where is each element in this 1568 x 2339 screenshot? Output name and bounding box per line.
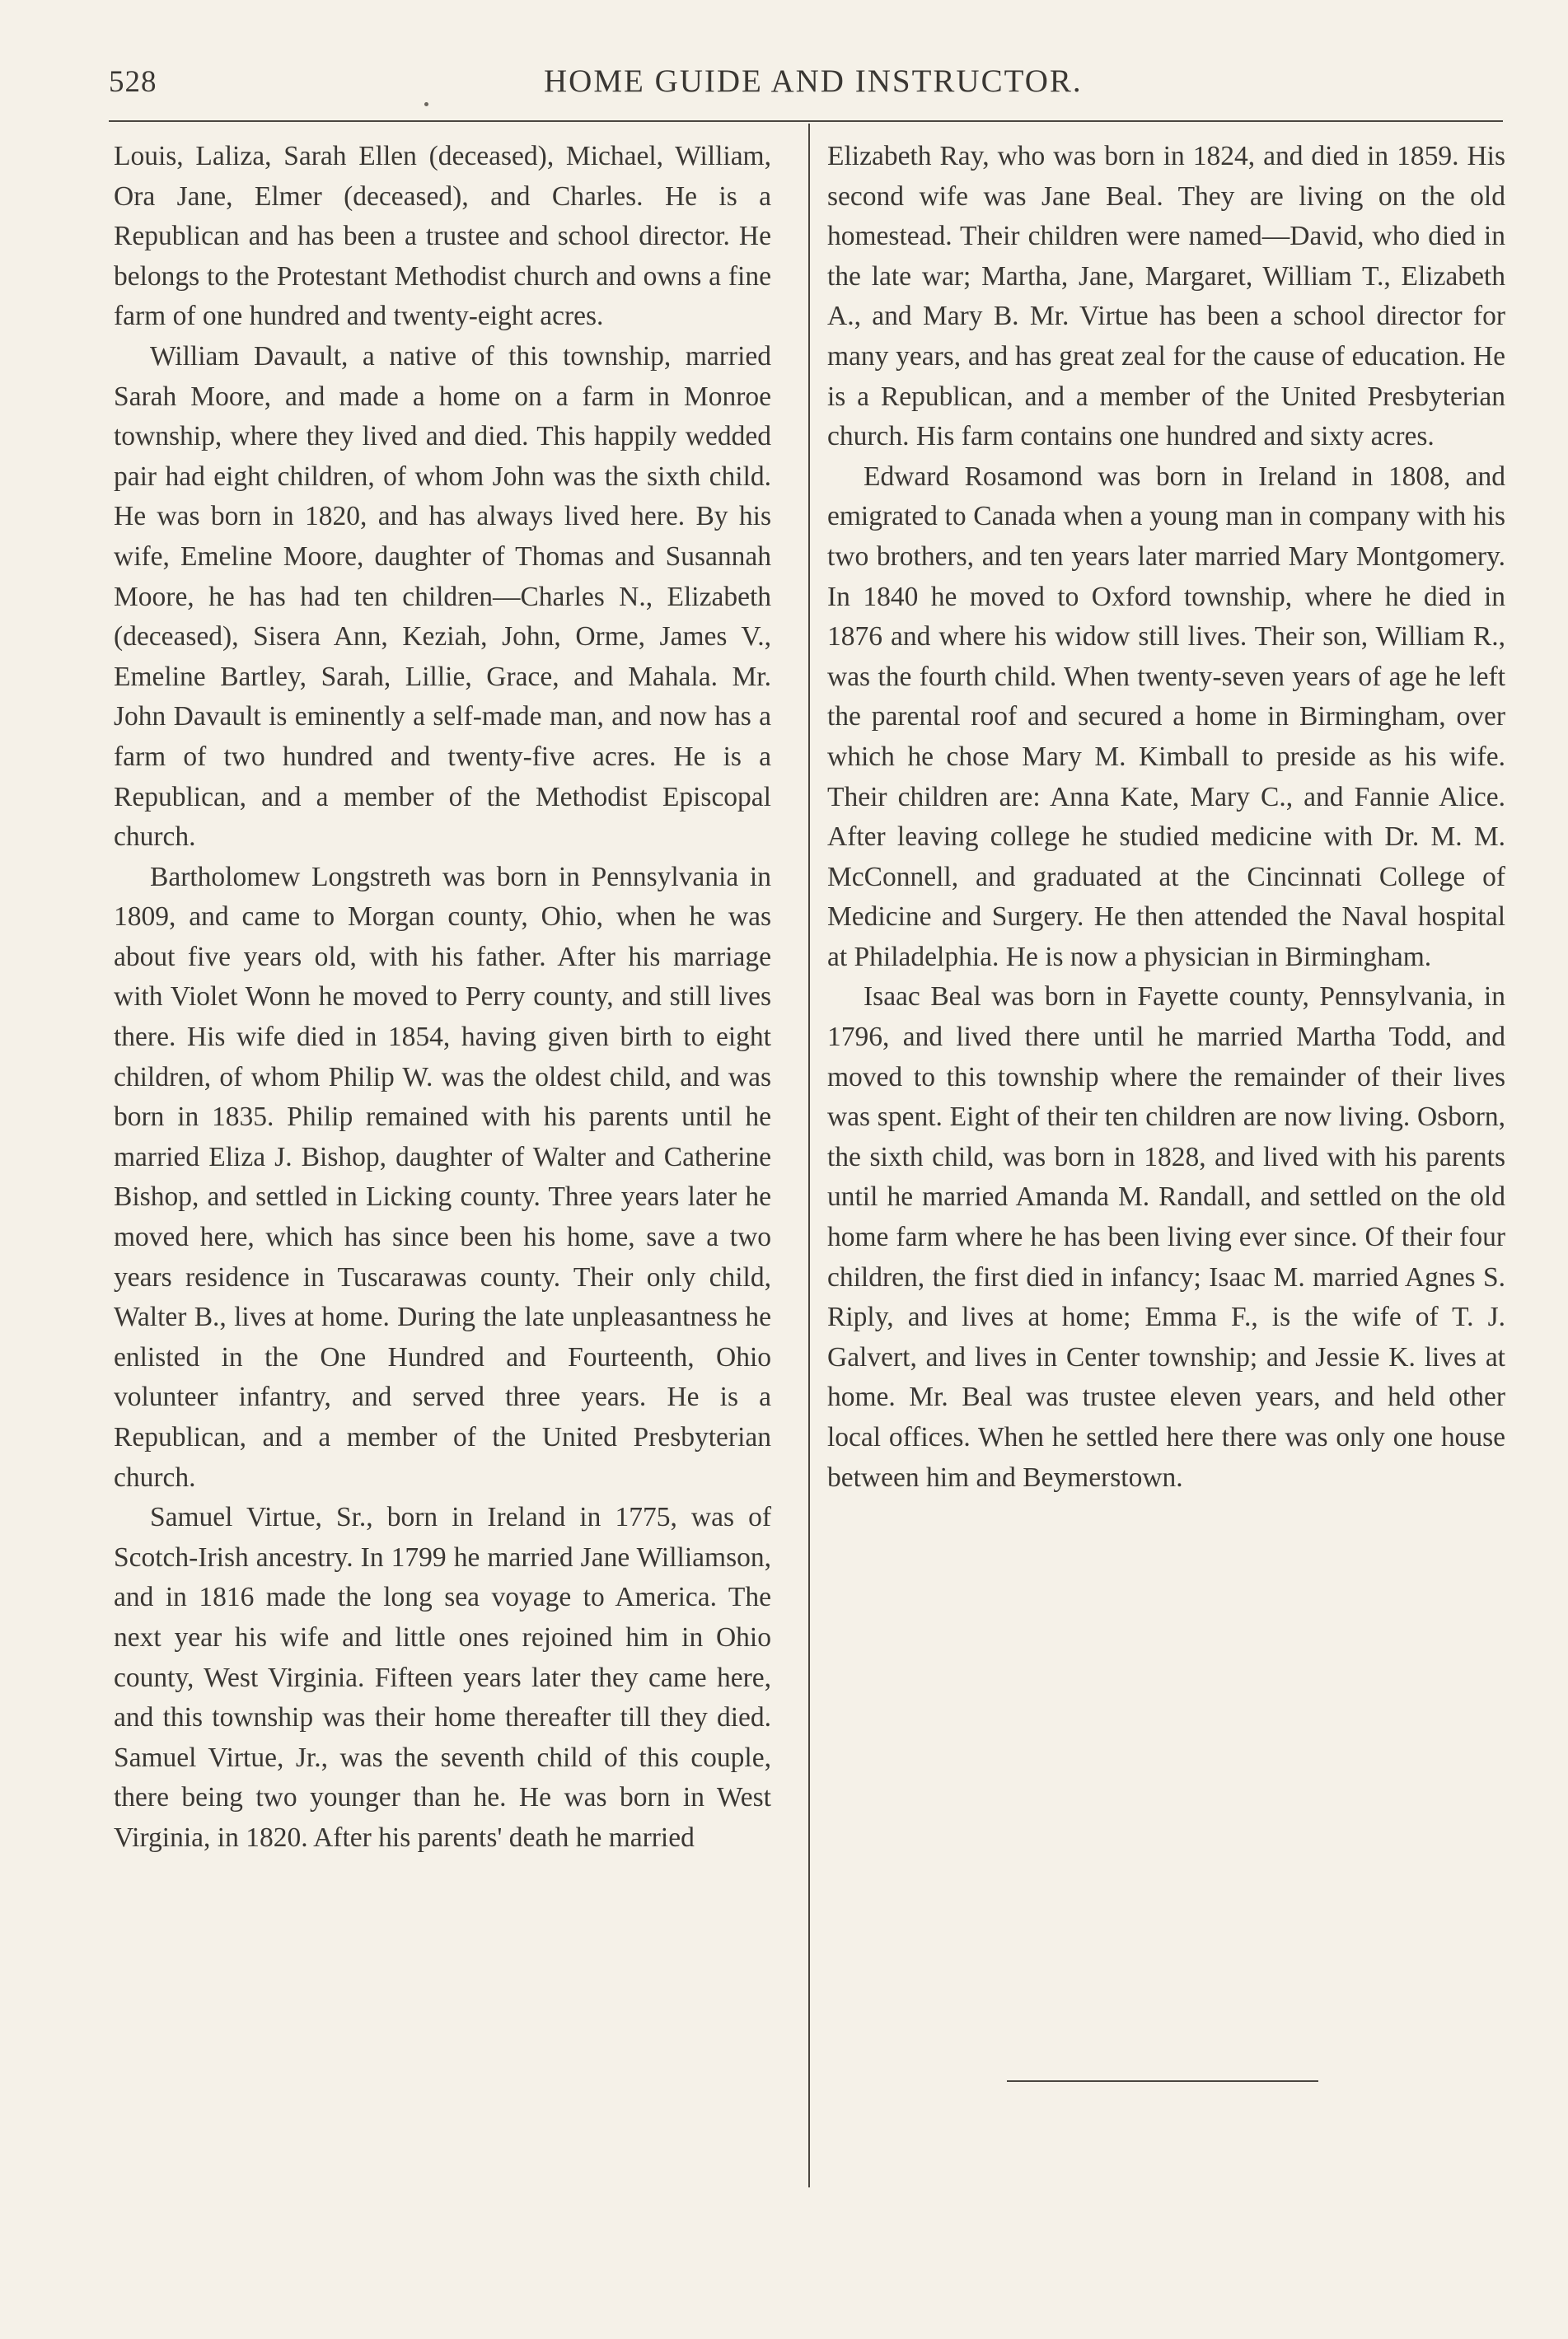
paragraph: Bartholomew Longstreth was born in Pennsylvania in 1809, and came to Morgan county, Ohio, when he was about five years old, with his father. After his marriage with Violet Wonn he moved to Perry county, and still lives there. His wife died in 1854, having given birth to eight children, of whom Philip W. was the oldest child, and was born in 1835. Philip remained with his parents until he married Eliza J. Bishop, daughter of Walter and Catherine Bishop, and settled in Licking county. Three years later he moved here, which has since been his home, save a two years residence in Tuscarawas county. Their only child, Walter B., lives at home. During the late unpleasantness he enlisted in the One Hundred and Fourteenth, Ohio volunteer infantry, and served three years. He is a Republican, and a member of the United Presbyterian church. [114, 861, 771, 1493]
right-column [827, 137, 1505, 1498]
column-divider [808, 124, 810, 2187]
paragraph: William Davault, a native of this township, married Sarah Moore, and made a home on a farm in Monroe township, where they lived and died. This happily wedded pair had eight children, of whom John was the sixth child. He was born in 1820, and has always lived here. By his wife, Emeline Moore, daughter of Thomas and Susannah Moore, he has had ten children—Charles N., Elizabeth (deceased), Sisera Ann, Keziah, John, Orme, James V., Emeline Bartley, Sarah, Lillie, Grace, and Mahala. Mr. John Davault is eminently a self-made man, and now has a farm of two hundred and twenty-five acres. He is a Republican, and a member of the Methodist Episcopal church. [114, 340, 771, 853]
header-ornament-dot [424, 102, 428, 106]
page-number: 528 [109, 65, 157, 99]
left-column [114, 137, 771, 1859]
running-head-title: HOME GUIDE AND INSTRUCTOR. [544, 63, 1083, 99]
header-rule [109, 120, 1503, 122]
section-end-rule [1007, 2080, 1318, 2082]
paragraph: Edward Rosamond was born in Ireland in 1808, and emigrated to Canada when a young man in company with his two brothers, and ten years later married Mary Montgomery. In 1840 he moved to Oxford township, where he died in 1876 and where his widow still lives. Their son, William R., was the fourth child. When twenty-seven years of age he left the parental roof and secured a home in Birmingham, over which he chose Mary M. Kimball to preside as his wife. Their children are: Anna Kate, Mary C., and Fannie Alice. After leaving college he studied medicine with Dr. M. M. McConnell, and graduated at the Cincinnati College of Medicine and Surgery. He then attended the Naval hospital at Philadelphia. He is now a physician in Birmingham. [827, 461, 1505, 972]
paragraph: Isaac Beal was born in Fayette county, Pennsylvania, in 1796, and lived there until he married Martha Todd, and moved to this township where the remainder of their lives was spent. Eight of their ten children are now living. Osborn, the sixth child, was born in 1828, and lived with his parents until he married Amanda M. Randall, and settled on the old home farm where he has been living ever since. Of their four children, the first died in infancy; Isaac M. married Agnes S. Riply, and lives at home; Emma F., is the wife of T. J. Galvert, and lives in Center township; and Jessie K. lives at home. Mr. Beal was trustee eleven years, and held other local offices. When he settled here there was only one house between him and Beymerstown. [827, 981, 1505, 1493]
paragraph: Samuel Virtue, Sr., born in Ireland in 1775, was of Scotch-Irish ancestry. In 1799 he married Jane Williamson, and in 1816 made the long sea voyage to America. The next year his wife and little ones rejoined him in Ohio county, West Virginia. Fifteen years later they came here, and this township was their home thereafter till they died. Samuel Virtue, Jr., was the seventh child of this couple, there being two younger than he. He was born in West Virginia, in 1820. After his parents' death he married [114, 1502, 771, 1853]
paragraph: Elizabeth Ray, who was born in 1824, and died in 1859. His second wife was Jane Beal. They are living on the old homestead. Their children were named—David, who died in the late war; Martha, Jane, Margaret, William T., Elizabeth A., and Mary B. Mr. Virtue has been a school director for many years, and has great zeal for the cause of education. He is a Republican, and a member of the United Presbyterian church. His farm contains one hundred and sixty acres. [827, 141, 1505, 452]
paragraph: Louis, Laliza, Sarah Ellen (deceased), Michael, William, Ora Jane, Elmer (deceased), and Charles. He is a Republican and has been a trustee and school director. He belongs to the Protestant Methodist church and owns a fine farm of one hundred and twenty-eight acres. [114, 141, 771, 332]
